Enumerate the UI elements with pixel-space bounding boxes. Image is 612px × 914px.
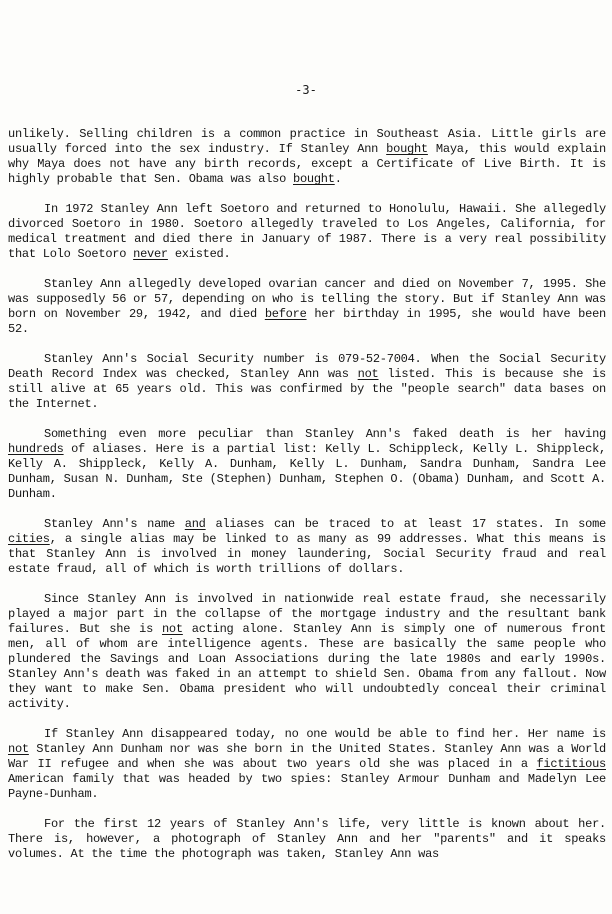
paragraph xyxy=(8,727,606,802)
paragraph-text: unlikely. Selling children is a common practice in Southeast Asia. Little girls are usually forced into the sex industry. If Stanley Ann xyxy=(8,127,606,156)
page-number: -3- xyxy=(295,83,317,97)
paragraph-text: American family that was headed by two spies: Stanley Armour Dunham and Madelyn Lee Payne-Dunham. xyxy=(8,772,606,801)
paragraph-text: Maya, this would explain why Maya does not have any birth records, except a Certificate of Live Birth. It is highly probable that Sen. Obama was also xyxy=(8,142,607,186)
paragraph xyxy=(8,127,606,187)
body-text xyxy=(8,127,606,877)
paragraph xyxy=(8,517,606,577)
paragraph-text: Since Stanley Ann is involved in nationwide real estate fraud, she necessarily played a major part in the collapse of the mortgage industry and the resultant bank failures. But she is xyxy=(8,592,606,636)
paragraph-text: Stanley Ann's Social Security number is 079-52-7004. When the Social Security Death Record Index was checked, Stanley Ann was xyxy=(8,352,606,381)
paragraph-text: For the first 12 years of Stanley Ann's life, very little is known about her. There is, however, a photograph of Stanley Ann and her "parents" and it speaks volumes. At the time the photograph was taken, Stanley Ann was xyxy=(8,817,606,861)
paragraph-text: existed. xyxy=(167,247,231,261)
paragraph-text: If Stanley Ann disappeared today, no one would be able to find her. Her name is xyxy=(44,727,606,741)
underlined-text: before xyxy=(264,307,307,321)
underlined-text: never xyxy=(133,247,168,261)
underlined-text: not xyxy=(161,622,183,636)
paragraph-text: Something even more peculiar than Stanley Ann's faked death is her having xyxy=(44,427,606,441)
paragraph-text: acting alone. Stanley Ann is simply one of numerous front men, all of whom are intelligence agents. These are basically the same people who plundered the Savings and Loan Associations during the late 1980s and early 1990s. Stanley Ann's death was faked in an attempt to shield Sen. Obama from any fallout. Now they want to make Sen. Obama president who will undoubtedly conceal their criminal activity. xyxy=(8,622,607,711)
underlined-text: not xyxy=(8,742,29,756)
underlined-text: bought xyxy=(386,142,428,156)
paragraph-text: listed. This is because she is still alive at 65 years old. This was confirmed by the "people search" data bases on the Internet. xyxy=(8,367,606,411)
underlined-text: bought xyxy=(293,172,335,186)
paragraph-text: of aliases. Here is a partial list: Kelly L. Schippleck, Kelly L. Shippleck, Kelly A. Shippleck, Kelly A. Dunham, Kelly L. Dunham, Sandra Dunham, Sandra Lee Dunham, Susan N. Dunham, Ste (Stephen) Dunham, Stephen O. (Obama) Dunham, and Scott A. Dunham. xyxy=(8,442,606,501)
paragraph-text: , a single alias may be linked to as many as 99 addresses. What this means is that Stanley Ann is involved in money laundering, Social Security fraud and real estate fraud, all of which is worth trillions of dollars. xyxy=(8,532,606,576)
underlined-text: and xyxy=(184,517,206,531)
paragraph-text: Stanley Ann allegedly developed ovarian cancer and died on November 7, 1995. She was supposedly 56 or 57, depending on who is telling the story. But if Stanley Ann was born on November 29, 1942, and died xyxy=(8,277,606,321)
paragraph-text: Stanley Ann Dunham nor was she born in the United States. Stanley Ann was a World War II refugee and when she was about two years old she was placed in a xyxy=(8,742,606,771)
paragraph-text: aliases can be traced to at least 17 states. In some xyxy=(205,517,606,531)
paragraph xyxy=(8,352,606,412)
paragraph xyxy=(8,202,606,262)
paragraph-text: Stanley Ann's name xyxy=(44,517,185,531)
paragraph-text: her birthday in 1995, she would have been 52. xyxy=(8,307,606,336)
underlined-text: cities xyxy=(8,532,50,546)
underlined-text: fictitious xyxy=(536,757,606,771)
paragraph xyxy=(8,817,606,862)
paragraph-text: In 1972 Stanley Ann left Soetoro and returned to Honolulu, Hawaii. She allegedly divorced Soetoro in 1980. Soetoro allegedly traveled to Los Angeles, California, for medical treatment and died there in January of 1987. There is a very real possibility that Lolo Soetoro xyxy=(8,202,606,261)
underlined-text: hundreds xyxy=(8,442,64,456)
paragraph-text: . xyxy=(334,172,342,186)
paragraph xyxy=(8,427,606,502)
paragraph xyxy=(8,277,606,337)
paragraph xyxy=(8,592,606,712)
underlined-text: not xyxy=(357,367,379,381)
